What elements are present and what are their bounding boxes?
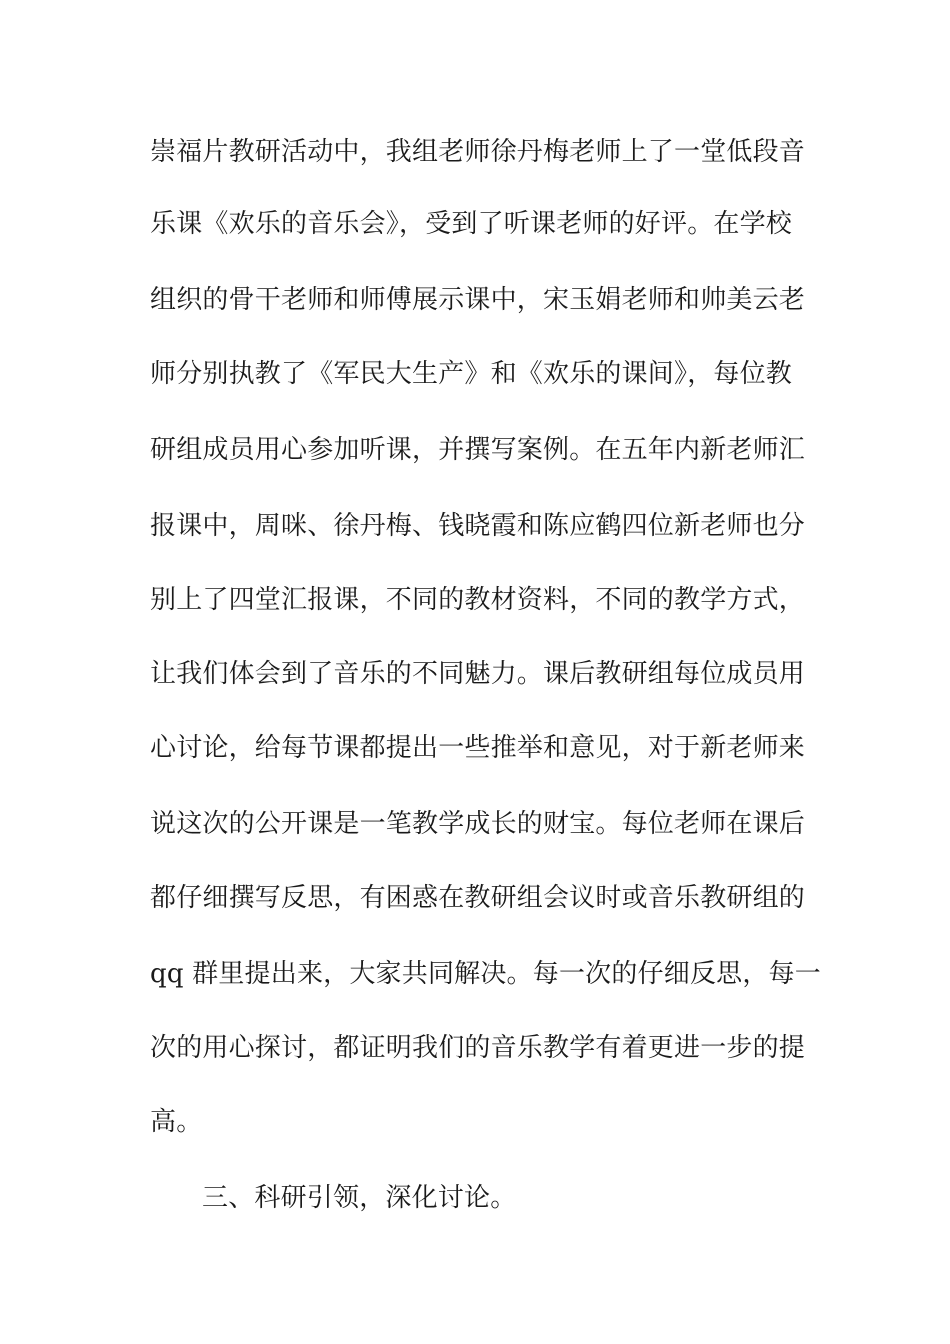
paragraph-line: 报课中，周咪、徐丹梅、钱晓霞和陈应鹤四位新老师也分 bbox=[150, 511, 806, 541]
paragraph-line: 让我们体会到了音乐的不同魅力。课后教研组每位成员用 bbox=[150, 659, 806, 689]
paragraph-line: 高。 bbox=[150, 1107, 203, 1137]
paragraph-line: 研组成员用心参加听课，并撰写案例。在五年内新老师汇 bbox=[150, 435, 806, 465]
paragraph-line: 师分别执教了《军民大生产》和《欢乐的课间》，每位教 bbox=[150, 359, 793, 389]
paragraph-line: 说这次的公开课是一笔教学成长的财宝。每位老师在课后 bbox=[150, 809, 806, 839]
section-heading: 三、科研引领，深化讨论。 bbox=[202, 1183, 517, 1213]
paragraph-line: 组织的骨干老师和师傅展示课中，宋玉娟老师和帅美云老 bbox=[150, 285, 806, 315]
paragraph-line: 心讨论，给每节课都提出一些推举和意见，对于新老师来 bbox=[150, 733, 806, 763]
paragraph-line: 乐课《欢乐的音乐会》，受到了听课老师的好评。在学校 bbox=[150, 209, 793, 239]
paragraph-line: 都仔细撰写反思，有困惑在教研组会议时或音乐教研组的 bbox=[150, 883, 806, 913]
paragraph-line: qq 群里提出来，大家共同解决。每一次的仔细反思，每一 bbox=[150, 959, 821, 989]
paragraph-line: 次的用心探讨，都证明我们的音乐教学有着更进一步的提 bbox=[150, 1033, 806, 1063]
paragraph-line: 崇福片教研活动中，我组老师徐丹梅老师上了一堂低段音 bbox=[150, 137, 806, 167]
paragraph-line: 别上了四堂汇报课，不同的教材资料，不同的教学方式， bbox=[150, 585, 806, 615]
